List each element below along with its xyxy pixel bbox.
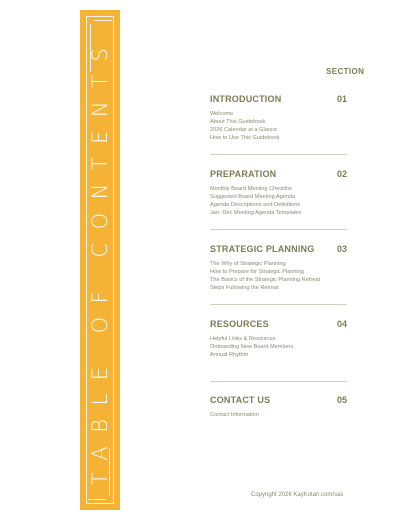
toc-entry-items: [210, 335, 360, 359]
toc-subitem: The Why of Strategic Planning: [210, 261, 286, 267]
toc-subitem: Monthly Board Meeting Checklist: [210, 186, 292, 192]
toc-subitem: Steps Following the Retreat: [210, 285, 279, 291]
section-divider: [210, 154, 347, 155]
toc-subitem: Onboarding New Board Members: [210, 344, 294, 350]
toc-entry-items: [210, 411, 360, 419]
copyright-footer: Copyright 2026 KayKotan.com/sas: [251, 492, 344, 498]
section-divider: [210, 304, 347, 305]
toc-subitem: How to Prepare for Strategic Planning: [210, 269, 304, 275]
toc-subitem: Contact Information: [210, 412, 259, 418]
toc-entry-items: [210, 110, 360, 142]
banner-frame-accent: [88, 499, 106, 500]
toc-entry-number: 03: [336, 244, 347, 254]
toc-subitem: Suggested Board Meeting Agenda: [210, 194, 296, 200]
toc-entry-title: STRATEGIC PLANNING: [210, 244, 315, 254]
toc-subitem: Welcome: [210, 111, 234, 117]
toc-entry-number: 01: [336, 94, 347, 104]
toc-subitem: Agenda Descriptions and Definitions: [210, 202, 301, 208]
banner-frame-accent: [94, 20, 112, 21]
toc-title: TABLE OF CONTENTS: [88, 34, 112, 486]
toc-subitem: Annual Rhythm: [210, 352, 249, 358]
toc-subitem: 2026 Calendar at a Glance: [210, 127, 277, 133]
toc-subitem: How to Use This Guidebook: [210, 135, 280, 141]
toc-subitem: About This Guidebook: [210, 119, 266, 125]
toc-subitem: Helpful Links & Resources: [210, 336, 276, 342]
toc-entry-number: 05: [336, 395, 347, 405]
section-divider: [210, 381, 347, 382]
toc-banner: [80, 10, 120, 510]
toc-entry-title: PREPARATION: [210, 169, 277, 179]
toc-entry-number: 02: [336, 169, 347, 179]
section-divider: [210, 229, 347, 230]
toc-entry-title: CONTACT US: [210, 395, 271, 405]
toc-entry-items: [210, 260, 360, 292]
toc-entry-title: INTRODUCTION: [210, 94, 282, 104]
toc-subitem: Jan- Dec Meeting Agenda Templates: [210, 210, 302, 216]
toc-entry-items: [210, 185, 360, 217]
toc-entry-title: RESOURCES: [210, 319, 269, 329]
toc-entry-number: 04: [336, 319, 347, 329]
section-column-heading: SECTION: [326, 67, 365, 76]
toc-subitem: The Basics of the Strategic Planning Retreat: [210, 277, 321, 283]
